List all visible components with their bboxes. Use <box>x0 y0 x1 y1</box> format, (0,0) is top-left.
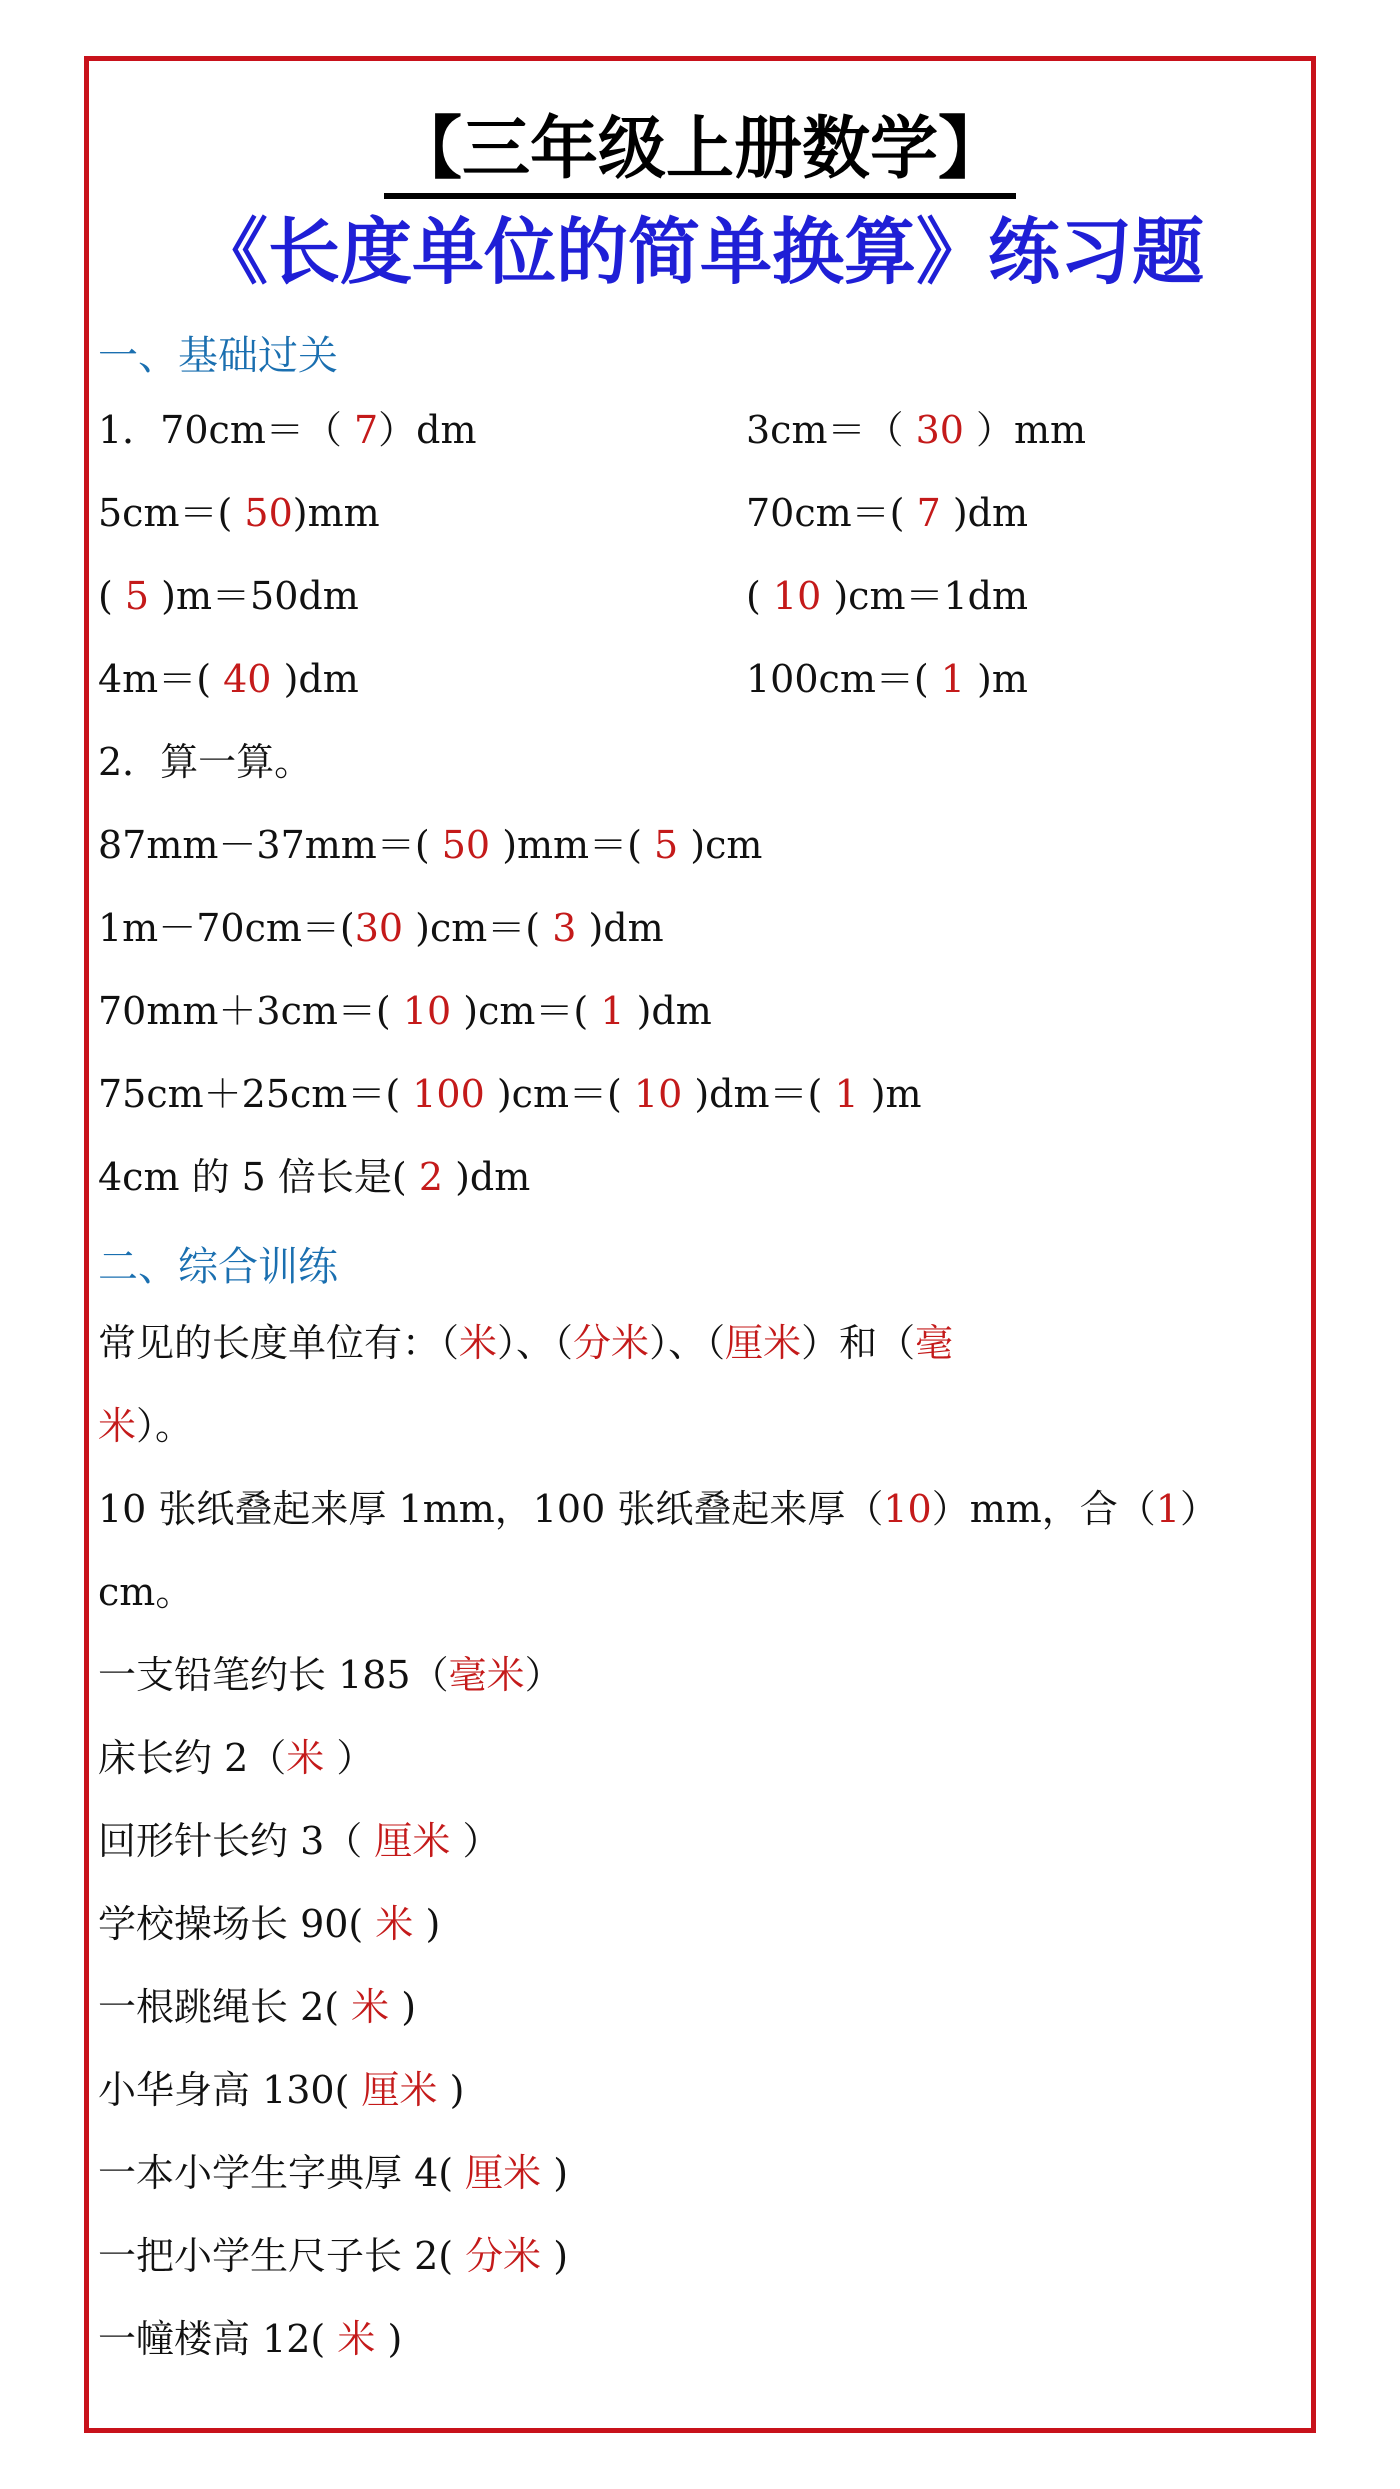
q2-row-2: 1m－70cm＝(30 )cm＝( 3 )dm <box>98 906 664 950</box>
s2-row-5: 一支铅笔约长 185（毫米） <box>98 1653 563 1697</box>
q1-row-2-left: 5cm＝( 50)mm <box>98 491 380 535</box>
s2-row-1: 常见的长度单位有：（米）、（分米）、（厘米）和（毫 <box>98 1321 954 1365</box>
q2-row-4: 75cm＋25cm＝( 100 )cm＝( 10 )dm＝( 1 )m <box>98 1072 922 1116</box>
q1-row-3-right: ( 10 )cm＝1dm <box>746 574 1029 618</box>
title-grade: 【三年级上册数学】 <box>0 108 1400 192</box>
q2-label: 2．算一算。 <box>98 740 313 784</box>
q1-row-4-right: 100cm＝( 1 )m <box>746 657 1028 701</box>
q2-row-3: 70mm＋3cm＝( 10 )cm＝( 1 )dm <box>98 989 712 1033</box>
s2-row-7: 回形针长约 3（ 厘米 ） <box>98 1819 501 1863</box>
q1-row-4-left: 4m＝( 40 )dm <box>98 657 359 701</box>
section-combined-title: 二、综合训练 <box>98 1244 338 1290</box>
q2-row-1: 87mm－37mm＝( 50 )mm＝( 5 )cm <box>98 823 763 867</box>
q1-row-1-right: 3cm＝（ 30 ）mm <box>746 408 1087 452</box>
s2-row-8: 学校操场长 90( 米 ) <box>98 1902 441 1946</box>
s2-row-3: 10 张纸叠起来厚 1mm，100 张纸叠起来厚（10）mm，合（1） <box>98 1487 1219 1531</box>
s2-row-11: 一本小学生字典厚 4( 厘米 ) <box>98 2151 569 2195</box>
q1-row-1-left: 1．70cm＝（ 7）dm <box>98 408 477 452</box>
title-topic: 《长度单位的简单换算》练习题 <box>195 210 1204 294</box>
s2-row-6: 床长约 2（米 ） <box>98 1736 375 1780</box>
q1-row-3-left: ( 5 )m＝50dm <box>98 574 359 618</box>
s2-row-9: 一根跳绳长 2( 米 ) <box>98 1985 417 2029</box>
s2-row-10: 小华身高 130( 厘米 ) <box>98 2068 465 2112</box>
s2-row-13: 一幢楼高 12( 米 ) <box>98 2317 403 2361</box>
s2-row-12: 一把小学生尺子长 2( 分米 ) <box>98 2234 569 2278</box>
section-basic-title: 一、基础过关 <box>98 333 338 379</box>
q2-row-5: 4cm 的 5 倍长是( 2 )dm <box>98 1155 531 1199</box>
q1-row-2-right: 70cm＝( 7 )dm <box>746 491 1029 535</box>
s2-row-2: 米）。 <box>98 1404 194 1448</box>
s2-row-4: cm。 <box>98 1570 194 1614</box>
